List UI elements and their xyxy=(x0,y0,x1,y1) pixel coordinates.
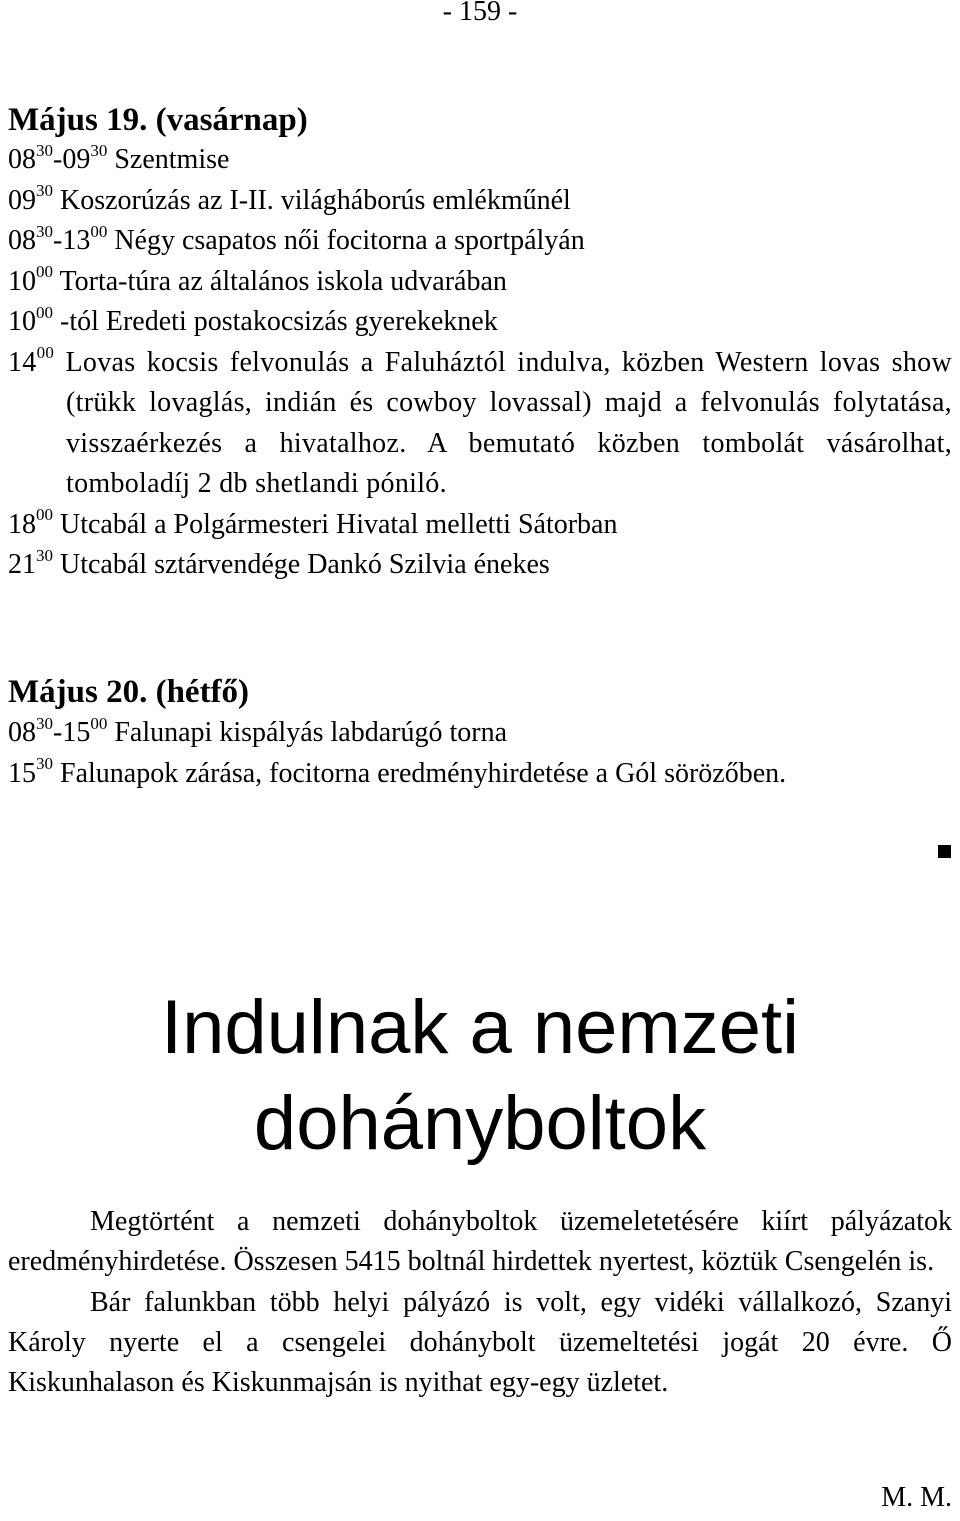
day2-schedule xyxy=(8,713,952,794)
day1-schedule xyxy=(8,140,952,586)
schedule-entry: $14^{00}$ Lovas kocsis felvonulás a Faluháztól indulva, közben Western lovas show (trükk lovaglás, indián és cowboy lovassal) majd a felvonulás folytatása, visszaérkezés a hivatalhoz. A bemutató közben tombolát vásárolhat, tomboladíj 2 db shetlandi póniló. xyxy=(8,343,952,499)
article-title: Indulnak a nemzeti dohányboltok xyxy=(161,985,799,1166)
day1-heading: Május 19. (vasárnap) xyxy=(8,102,308,138)
schedule-entry: $08^{30}-09^{30}$ Szentmise xyxy=(8,140,230,175)
article-paragraph: Bár falunkban több helyi pályázó is volt, egy vidéki vállalkozó, Szanyi Károly nyerte el a csengelei dohánybolt üzemeltetési jogát 20 évre. Ő Kiskunhalason és Kiskunmajsán is nyithat egy-egy üzletet. xyxy=(8,1286,952,1399)
page-number: - 159 - xyxy=(442,0,518,27)
article-signature: M. M. xyxy=(881,1482,952,1513)
schedule-entry: $10^{00}$ -tól Eredeti postakocsizás gyerekeknek xyxy=(8,302,498,337)
day2-heading: Május 20. (hétfő) xyxy=(8,674,250,710)
schedule-entry: $18^{00}$ Utcabál a Polgármesteri Hivatal melletti Sátorban xyxy=(8,505,618,540)
schedule-entry: $21^{30}$ Utcabál sztárvendége Dankó Szilvia énekes xyxy=(8,545,550,580)
schedule-entry: $10^{00}$ Torta-túra az általános iskola udvarában xyxy=(8,262,507,297)
article-paragraph: Megtörtént a nemzeti dohányboltok üzemeletetésére kiírt pályázatok eredményhirdetése. Összesen 5415 boltnál hirdettek nyertest, köztük Csengelén is. xyxy=(8,1206,952,1278)
schedule-entry: $08^{30}-13^{00}$ Négy csapatos női focitorna a sportpályán xyxy=(8,221,585,256)
schedule-entry: $08^{30}-15^{00}$ Falunapi kispályás labdarúgó torna xyxy=(8,713,508,748)
section-separator-square xyxy=(938,845,951,858)
schedule-entry: $15^{30}$ Falunapok zárása, focitorna eredményhirdetése a Gól sörözőben. xyxy=(8,754,787,789)
article-body xyxy=(8,1202,952,1403)
schedule-entry: $09^{30}$ Koszorúzás az I-II. világháborús emlékműnél xyxy=(8,181,571,216)
